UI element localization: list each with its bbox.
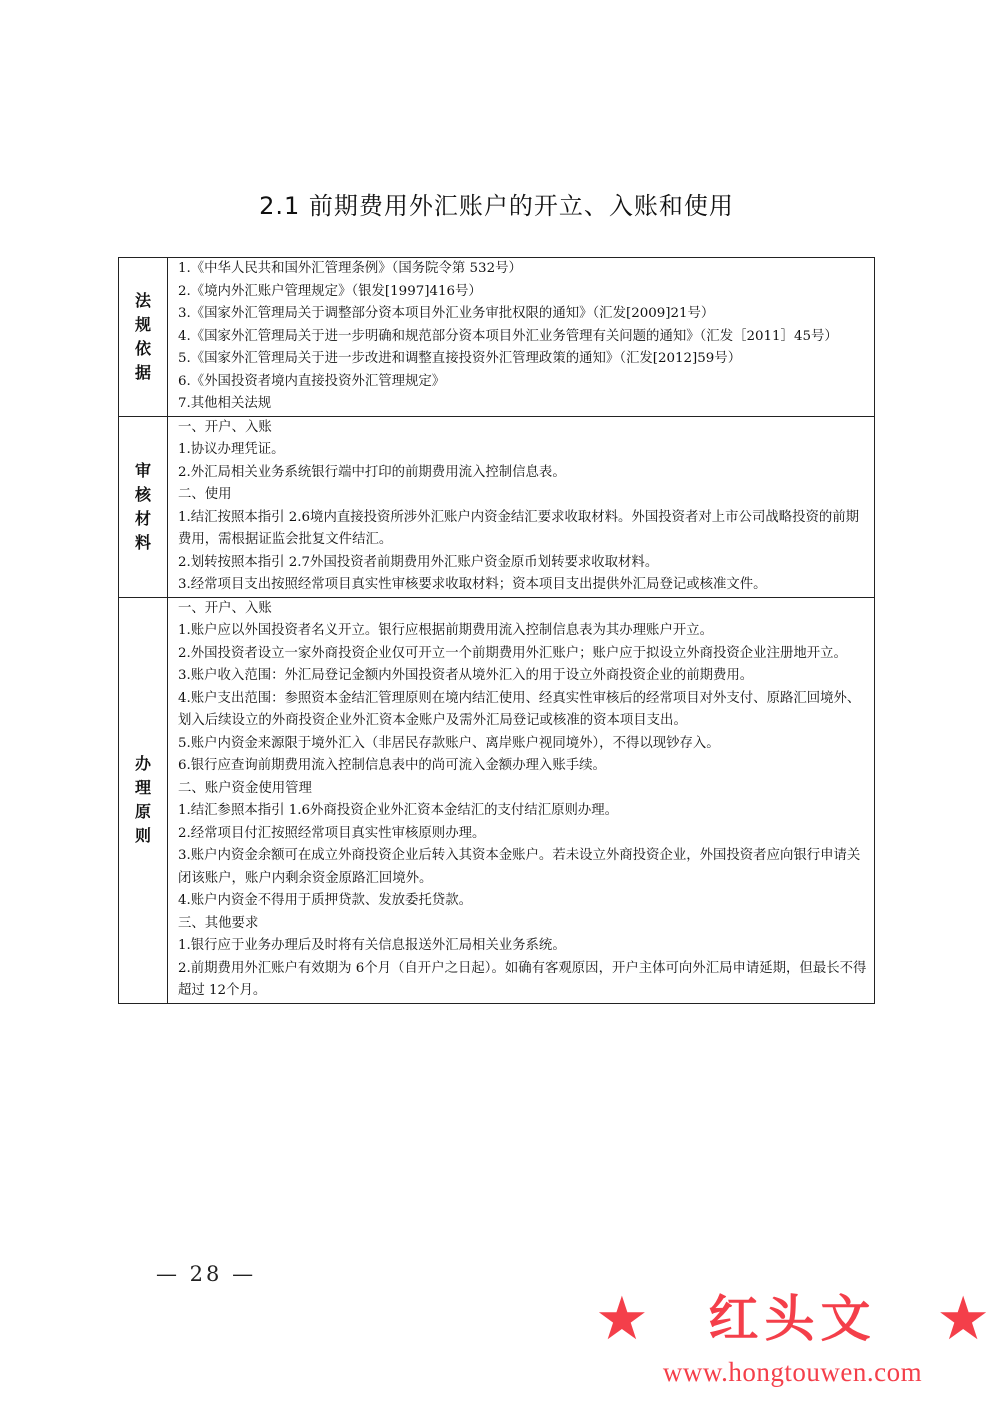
content-line: 二、使用 [178, 487, 232, 502]
content-line: 1.《中华人民共和国外汇管理条例》（国务院令第 532号） [178, 261, 522, 276]
content-line: 一、开户、入账 [178, 600, 272, 616]
section-heading-char: 理 [134, 778, 151, 797]
content-line: 2.《境内外汇账户管理规定》（银发[1997]416号） [178, 283, 482, 299]
section-heading [119, 258, 168, 417]
section-row [119, 597, 875, 1003]
section-row [119, 416, 875, 597]
section-content [168, 416, 875, 597]
content-line: 5.《国家外汇管理局关于进一步改进和调整直接投资外汇管理政策的通知》（汇发[2012]59号） [178, 351, 742, 366]
content-line: 2.外国投资者设立一家外商投资企业仅可开立一个前期费用外汇账户；账户应于拟设立外商投资企业注册地开立。 [178, 645, 847, 661]
content-line: 1.结汇参照本指引 1.6外商投资企业外汇资本金结汇的支付结汇原则办理。 [178, 803, 619, 818]
content-line: 3.账户收入范围：外汇局登记金额内外国投资者从境外汇入的用于设立外商投资企业的前期费用。 [178, 668, 754, 683]
section-heading-char: 材 [134, 508, 151, 528]
content-line: 1.账户应以外国投资者名义开立。银行应根据前期费用流入控制信息表为其办理账户开立。 [178, 623, 714, 638]
section-row [119, 258, 875, 417]
section-heading-char: 审 [134, 460, 151, 480]
content-line: 二、账户资金使用管理 [178, 780, 312, 796]
section-heading-char: 据 [134, 362, 151, 382]
content-line: 三、其他要求 [178, 915, 259, 931]
page-number: — 28 — [156, 1262, 257, 1286]
section-heading [119, 597, 168, 1003]
regulation-table [118, 257, 875, 1004]
content-line: 4.账户内资金不得用于质押贷款、发放委托贷款。 [178, 893, 472, 908]
section-content [168, 597, 875, 1003]
watermark-url: www.hongtouwen.com [662, 1357, 923, 1387]
content-line: 2.划转按照本指引 2.7外国投资者前期费用外汇账户资金原币划转要求收取材料。 [178, 554, 659, 570]
section-heading-char: 核 [134, 484, 151, 504]
section-heading-char: 法 [134, 290, 151, 310]
content-line: 3.账户内资金余额可在成立外商投资企业后转入其资本金账户。若未设立外商投资企业，外国投资者应向银行申请关闭该账户，账户内剩余资金原路汇回境外。 [178, 848, 861, 886]
content-line: 一、开户、入账 [178, 419, 272, 435]
section-heading-char: 办 [134, 754, 151, 773]
content-line: 4.账户支出范围：参照资本金结汇管理原则在境内结汇使用、经真实性审核后的经常项目对外支付、原路汇回境外、划入后续设立的外商投资企业外汇资本金账户及需外汇局登记或核准的资本项目支出。 [178, 690, 861, 728]
content-line: 2.外汇局相关业务系统银行端中打印的前期费用流入控制信息表。 [178, 464, 566, 480]
content-line: 1.协议办理凭证。 [178, 442, 285, 457]
section-heading-char: 料 [134, 532, 151, 552]
watermark-logo [595, 1285, 990, 1395]
section-heading-char: 规 [134, 314, 151, 334]
page-title: 2.1 前期费用外汇账户的开立、入账和使用 [259, 192, 734, 220]
section-content [168, 258, 875, 417]
content-line: 4.《国家外汇管理局关于进一步明确和规范部分资本项目外汇业务管理有关问题的通知》（汇发［2011］45号） [178, 328, 838, 344]
section-heading [119, 416, 168, 597]
watermark-text: 红头文 [708, 1290, 877, 1348]
content-line: 6.《外国投资者境内直接投资外汇管理规定》 [178, 373, 446, 389]
content-line: 2.前期费用外汇账户有效期为 6个月（自开户之日起）。如确有客观原因，开户主体可向外汇局申请延期，但最长不得超过 12个月。 [178, 960, 867, 998]
content-line: 1.银行应于业务办理后及时将有关信息报送外汇局相关业务系统。 [178, 938, 566, 953]
star-icon: ★ [936, 1284, 990, 1354]
star-icon: ★ [595, 1284, 649, 1354]
content-line: 3.《国家外汇管理局关于调整部分资本项目外汇业务审批权限的通知》（汇发[2009]21号） [178, 306, 715, 321]
section-heading-char: 依 [134, 338, 151, 358]
content-line: 6.银行应查询前期费用流入控制信息表中的尚可流入金额办理入账手续。 [178, 758, 606, 773]
content-line: 2.经常项目付汇按照经常项目真实性审核原则办理。 [178, 825, 486, 841]
content-line: 3.经常项目支出按照经常项目真实性审核要求收取材料；资本项目支出提供外汇局登记或核准文件。 [178, 577, 767, 592]
content-line: 7.其他相关法规 [178, 396, 272, 411]
content-line: 5.账户内资金来源限于境外汇入（非居民存款账户、离岸账户视同境外），不得以现钞存入。 [178, 735, 720, 751]
content-line: 1.结汇按照本指引 2.6境内直接投资所涉外汇账户内资金结汇要求收取材料。外国投资者对上市公司战略投资的前期费用，需根据证监会批复文件结汇。 [178, 509, 860, 547]
section-heading-char: 则 [134, 826, 151, 845]
section-heading-char: 原 [134, 802, 151, 821]
